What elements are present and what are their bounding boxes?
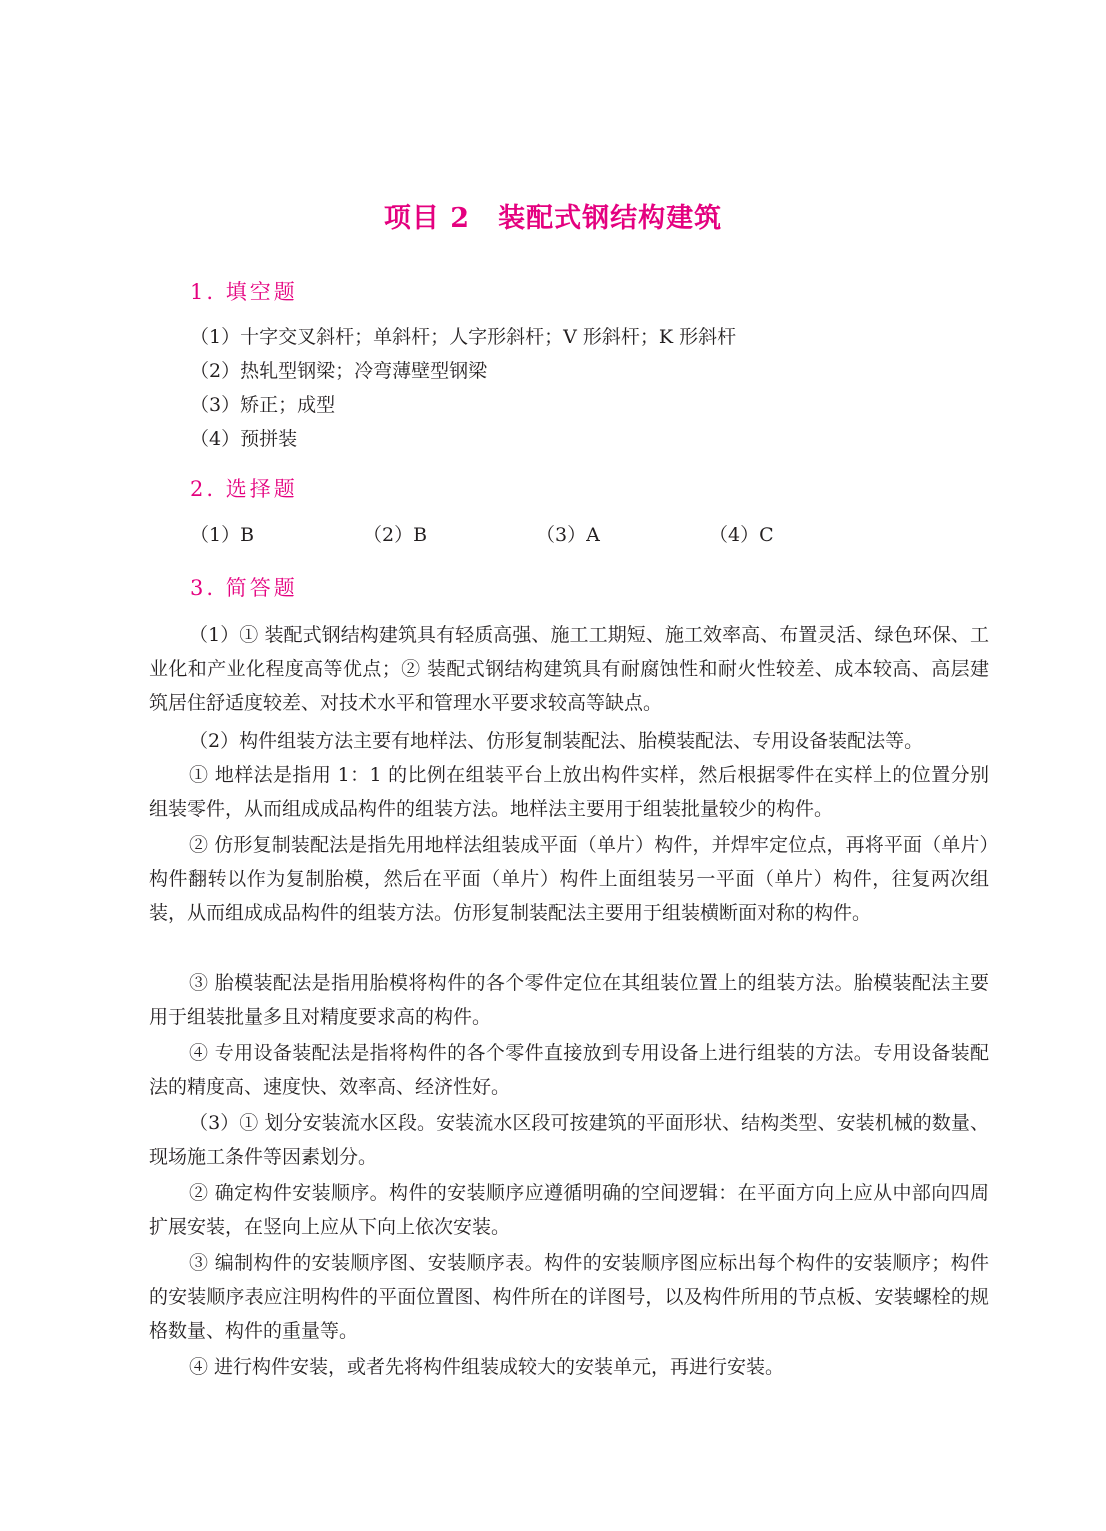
short-answer-paragraph: ② 仿形复制装配法是指先用地样法组装成平面（单片）构件，并焊牢定位点，再将平面（单片）构件翻转以作为复制胎模，然后在平面（单片）构件上面组装另一平面（单片）构件，往复两次组装，从而组成成品构件的组装方法。仿形复制装配法主要用于组装横断面对称的构件。 <box>149 834 989 924</box>
fill-answer-1: （1）十字交叉斜杆；单斜杆；人字形斜杆；V 形斜杆；K 形斜杆 <box>190 326 737 348</box>
section-heading-fill-blank: 1. 填空题 <box>190 280 298 304</box>
short-answer-paragraph: （3）① 划分安装流水区段。安装流水区段可按建筑的平面形状、结构类型、安装机械的数量、现场施工条件等因素划分。 <box>149 1112 989 1168</box>
short-answer-paragraph: ① 地样法是指用 1：1 的比例在组装平台上放出构件实样，然后根据零件在实样上的位置分别组装零件，从而组成成品构件的组装方法。地样法主要用于组装批量较少的构件。 <box>149 764 989 820</box>
short-answer-paragraph: ③ 编制构件的安装顺序图、安装顺序表。构件的安装顺序图应标出每个构件的安装顺序；构件的安装顺序表应注明构件的平面位置图、构件所在的详图号，以及构件所用的节点板、安装螺栓的规格数量、构件的重量等。 <box>149 1252 989 1342</box>
fill-answer-4: （4）预拼装 <box>190 428 298 450</box>
short-answer-paragraph: ② 确定构件安装顺序。构件的安装顺序应遵循明确的空间逻辑：在平面方向上应从中部向四周扩展安装，在竖向上应从下向上依次安装。 <box>149 1182 989 1238</box>
short-answer-paragraph: ④ 进行构件安装，或者先将构件组装成较大的安装单元，再进行安装。 <box>189 1356 785 1378</box>
section-heading-short-answer: 3. 简答题 <box>190 576 298 600</box>
fill-answer-3: （3）矫正；成型 <box>190 394 336 416</box>
section-heading-choice: 2. 选择题 <box>190 477 298 501</box>
short-answer-paragraph: ③ 胎模装配法是指用胎模将构件的各个零件定位在其组装位置上的组装方法。胎模装配法主要用于组装批量多且对精度要求高的构件。 <box>149 972 989 1028</box>
choice-answer-1: （1）B <box>190 524 255 546</box>
choice-answer-2: （2）B <box>363 524 428 546</box>
fill-answer-2: （2）热轧型钢梁；冷弯薄壁型钢梁 <box>190 360 488 382</box>
short-answer-paragraph: ④ 专用设备装配法是指将构件的各个零件直接放到专用设备上进行组装的方法。专用设备装配法的精度高、速度快、效率高、经济性好。 <box>149 1042 989 1098</box>
page-title: 项目 2 装配式钢结构建筑 <box>383 203 723 234</box>
choice-answer-3: （3）A <box>536 524 600 546</box>
short-answer-paragraph: （2）构件组装方法主要有地样法、仿形复制装配法、胎模装配法、专用设备装配法等。 <box>189 730 924 752</box>
choice-answer-4: （4）C <box>709 524 774 546</box>
short-answer-paragraph: （1）① 装配式钢结构建筑具有轻质高强、施工工期短、施工效率高、布置灵活、绿色环保、工业化和产业化程度高等优点；② 装配式钢结构建筑具有耐腐蚀性和耐火性较差、成本较高、高层建筑居住舒适度较差、对技术水平和管理水平要求较高等缺点。 <box>149 624 989 714</box>
